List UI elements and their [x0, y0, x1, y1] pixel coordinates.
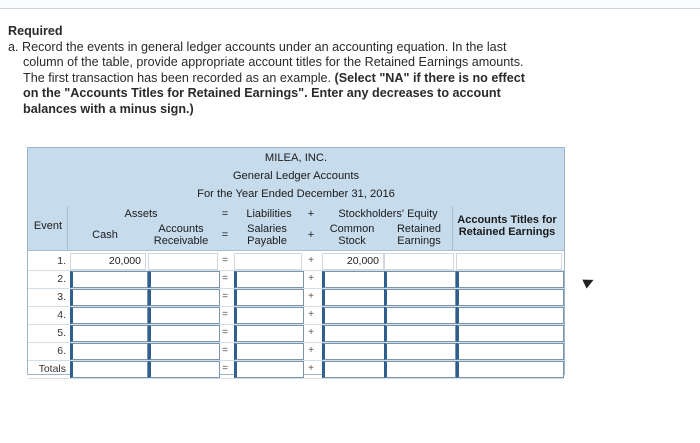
header-plus-top: + [307, 208, 315, 220]
cash-input[interactable] [70, 361, 148, 378]
equals-sign: = [222, 273, 228, 284]
accounts-receivable-input[interactable] [148, 361, 220, 378]
header-common-stock: Common Stock [329, 223, 375, 247]
equals-sign: = [222, 363, 228, 374]
cash-input[interactable] [70, 343, 148, 360]
table-row [28, 270, 564, 289]
event-label: 6. [57, 345, 66, 357]
salaries-payable-input[interactable] [234, 343, 304, 360]
plus-sign: + [308, 255, 314, 266]
header-equals-top: = [221, 208, 229, 220]
equals-sign: = [222, 255, 228, 266]
required-heading: Required [8, 24, 63, 38]
header-event: Event [33, 220, 63, 232]
table-row [28, 288, 564, 307]
equals-sign: = [222, 309, 228, 320]
event-label: 5. [57, 327, 66, 339]
table-row [28, 252, 564, 271]
plus-sign: + [308, 327, 314, 338]
event-label: 4. [57, 309, 66, 321]
header-salaries-payable: Salaries Payable [247, 223, 287, 247]
cell-value: 20,000 [108, 255, 141, 267]
header-assets: Assets [124, 208, 158, 220]
statement-name: General Ledger Accounts [232, 170, 360, 182]
accounts-receivable-input[interactable] [148, 325, 220, 342]
accounts-receivable-input[interactable] [148, 253, 218, 270]
instructions-text: a. Record the events in general ledger accounts under an accounting equation. In the last column of the table, provide appropriate account titles for the Retained Earnings amounts. The first transaction has been recorded as an example. [8, 39, 524, 85]
equals-sign: = [222, 345, 228, 356]
cash-input[interactable] [70, 289, 148, 306]
account-title-select[interactable] [456, 253, 562, 270]
common-stock-input[interactable] [322, 325, 386, 342]
table-row [28, 360, 564, 379]
accounts-receivable-input[interactable] [148, 289, 220, 306]
plus-sign: + [308, 291, 314, 302]
retained-earnings-input[interactable] [384, 271, 456, 288]
retained-earnings-input[interactable] [384, 343, 456, 360]
table-row [28, 324, 564, 343]
instructions-bold-note: (Select "NA" if there is no effect on the "Accounts Titles for Retained Earnings". Enter any decreases to account balances with a minus sign.) [23, 70, 525, 116]
common-stock-input[interactable] [322, 307, 386, 324]
header-liabilities: Liabilities [246, 208, 292, 220]
header-account-titles: Accounts Titles for Retained Earnings [457, 214, 557, 238]
common-stock-input[interactable] [322, 271, 386, 288]
account-title-select[interactable] [456, 271, 564, 288]
retained-earnings-input[interactable] [384, 253, 454, 270]
instructions-paragraph [8, 40, 536, 118]
divider [452, 206, 453, 250]
retained-earnings-input[interactable] [384, 361, 456, 378]
column-headers [28, 206, 564, 251]
event-label: 3. [57, 291, 66, 303]
header-equals: = [221, 229, 229, 241]
mouse-pointer-icon [582, 275, 595, 288]
retained-earnings-input[interactable] [384, 289, 456, 306]
plus-sign: + [308, 309, 314, 320]
statement-period: For the Year Ended December 31, 2016 [197, 188, 395, 200]
table-row [28, 342, 564, 361]
event-label: 1. [57, 255, 66, 267]
cell-value: 20,000 [346, 255, 379, 267]
header-plus: + [307, 229, 315, 241]
salaries-payable-input[interactable] [234, 325, 304, 342]
instructions [8, 24, 536, 117]
accounts-receivable-input[interactable] [148, 307, 220, 324]
salaries-payable-input[interactable] [234, 307, 304, 324]
retained-earnings-input[interactable] [384, 325, 456, 342]
company-name: MILEA, INC. [264, 152, 328, 164]
account-title-select[interactable] [456, 343, 564, 360]
header-cash: Cash [92, 229, 118, 241]
salaries-payable-input[interactable] [234, 253, 302, 270]
common-stock-input [322, 253, 384, 270]
accounts-receivable-input[interactable] [148, 271, 220, 288]
plus-sign: + [308, 363, 314, 374]
common-stock-input[interactable] [322, 343, 386, 360]
table-row [28, 306, 564, 325]
equals-sign: = [222, 291, 228, 302]
header-accounts-receivable: Accounts Receivable [153, 223, 209, 247]
equals-sign: = [222, 327, 228, 338]
cash-input[interactable] [70, 325, 148, 342]
common-stock-input[interactable] [322, 361, 386, 378]
account-title-select[interactable] [456, 325, 564, 342]
account-title-select[interactable] [456, 361, 564, 378]
ledger-table [27, 147, 565, 375]
salaries-payable-input[interactable] [234, 361, 304, 378]
cash-input [70, 253, 146, 270]
event-label: 2. [57, 273, 66, 285]
account-title-select[interactable] [456, 307, 564, 324]
retained-earnings-input[interactable] [384, 307, 456, 324]
common-stock-input[interactable] [322, 289, 386, 306]
event-label: Totals [38, 363, 66, 375]
cash-input[interactable] [70, 271, 148, 288]
salaries-payable-input[interactable] [234, 271, 304, 288]
cash-input[interactable] [70, 307, 148, 324]
ledger-title-block [28, 148, 564, 207]
divider [67, 206, 68, 250]
accounts-receivable-input[interactable] [148, 343, 220, 360]
header-retained-earnings: Retained Earnings [396, 223, 442, 247]
header-stockholders-equity: Stockholders' Equity [338, 208, 438, 220]
top-edge-bar [0, 0, 700, 9]
salaries-payable-input[interactable] [234, 289, 304, 306]
plus-sign: + [308, 273, 314, 284]
account-title-select[interactable] [456, 289, 564, 306]
plus-sign: + [308, 345, 314, 356]
